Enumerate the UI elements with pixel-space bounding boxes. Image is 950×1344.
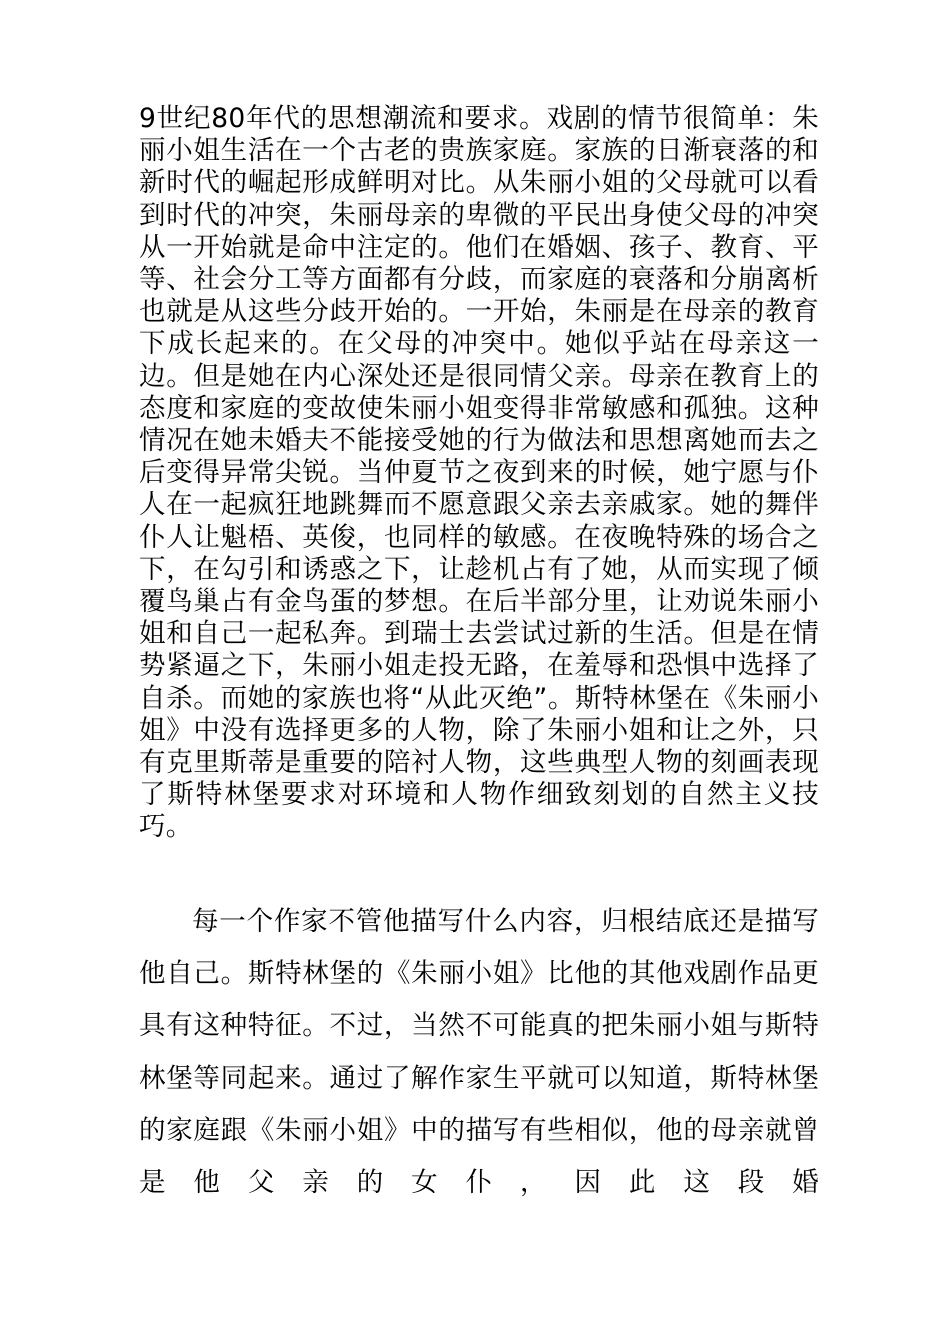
body-paragraph-2: 每一个作家不管他描写什么内容，归根结底还是描写他自己。斯特林堡的《朱丽小姐》比他的其他戏剧作品更具有这种特征。不过，当然不可能真的把朱丽小姐与斯特林堡等同起来。通过了解作家生平就可以知道，斯特林堡的家庭跟《朱丽小姐》中的描写有些相似，他的母亲就曾是他父亲的女仆，因此这段婚	[139, 906, 819, 1199]
body-paragraph-1: 9世纪80年代的思想潮流和要求。戏剧的情节很简单：朱丽小姐生活在一个古老的贵族家庭。家族的日渐衰落的和新时代的崛起形成鲜明对比。从朱丽小姐的父母就可以看到时代的冲突，朱丽母亲的卑微的平民出身使父母的冲突从一开始就是命中注定的。他们在婚姻、孩子、教育、平等、社会分工等方面都有分歧，而家庭的衰落和分崩离析也就是从这些分歧开始的。一开始，朱丽是在母亲的教育下成长起来的。在父母的冲突中。她似乎站在母亲这一边。但是她在内心深处还是很同情父亲。母亲在教育上的态度和家庭的变故使朱丽小姐变得非常敏感和孤独。这种情况在她未婚夫不能接受她的行为做法和思想离她而去之后变得异常尖锐。当仲夏节之夜到来的时候，她宁愿与仆人在一起疯狂地跳舞而不愿意跟父亲去亲戚家。她的舞伴仆人让魁梧、英俊，也同样的敏感。在夜晚特殊的场合之下，在勾引和诱惑之下，让趁机占有了她，从而实现了倾覆鸟巢占有金鸟蛋的梦想。在后半部分里，让劝说朱丽小姐和自己一起私奔。到瑞士去尝试过新的生活。但是在情势紧逼之下，朱丽小姐走投无路，在羞辱和恐惧中选择了自杀。而她的家族也将“从此灭绝”。斯特林堡在《朱丽小姐》中没有选择更多的人物，除了朱丽小姐和让之外，只有克里斯蒂是重要的陪衬人物，这些典型人物的刻画表现了斯特林堡要求对环境和人物作细致刻划的自然主义技巧。	[139, 103, 819, 843]
